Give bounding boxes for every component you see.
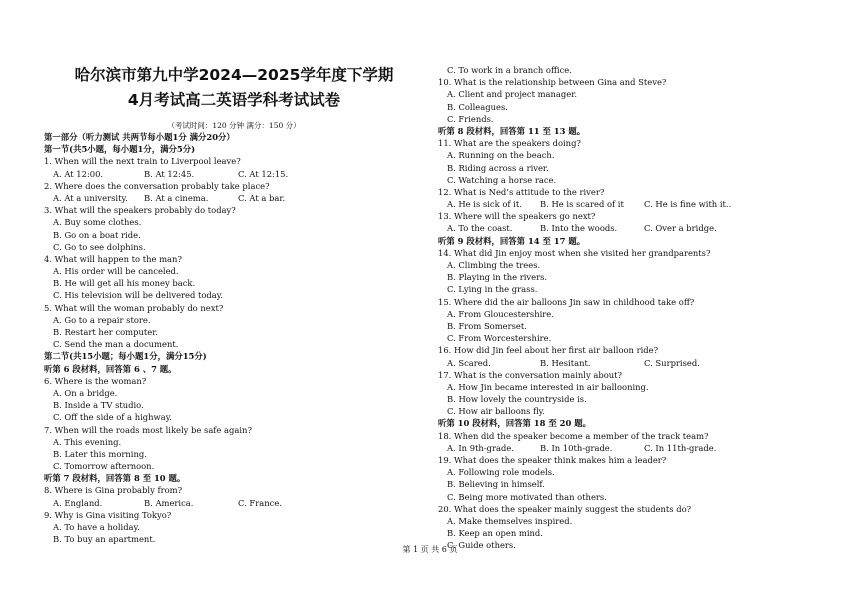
- option: A. He is sick of it.: [447, 199, 522, 210]
- option: C. Surprised.: [644, 357, 700, 368]
- option: C. France.: [238, 497, 282, 508]
- option: C. Go to see dolphins.: [53, 241, 146, 252]
- option: B. In 10th-grade.: [540, 442, 613, 453]
- question: 1. When will the next train to Liverpool leave?: [44, 156, 241, 167]
- option: A. To have a holiday.: [53, 522, 140, 532]
- question: 16. How did Jin feel about her first air balloon ride?: [438, 345, 659, 356]
- options-row: [438, 357, 731, 369]
- option: A. Scared.: [447, 357, 491, 368]
- option: C. He is fine with it..: [644, 199, 732, 210]
- question: 4. What will happen to the man?: [44, 253, 182, 264]
- option: A. On a bridge.: [53, 387, 118, 398]
- option: B. To buy an apartment.: [53, 534, 156, 545]
- section-heading: 第一部分（听力测试 共两节每小题1分 满分20分）: [44, 132, 235, 142]
- option: A. This evening.: [53, 436, 122, 447]
- option: A. Make themselves inspired.: [447, 515, 573, 526]
- option: A. At 12:00.: [53, 168, 104, 179]
- option: B. Colleagues.: [447, 101, 508, 112]
- option: A. Running on the beach.: [447, 150, 555, 161]
- option: B. Restart her computer.: [53, 327, 158, 337]
- question: 7. When will the roads most likely be safe again?: [44, 424, 252, 435]
- option: A. How Jin became interested in air ballooning.: [447, 381, 649, 392]
- page-number: 第 1 页 共 6 页: [402, 545, 458, 554]
- section-heading: 第二节(共15小题；每小题1分，满分15分): [44, 351, 207, 362]
- question: 5. What will the woman probably do next?: [44, 302, 224, 313]
- option: C. To work in a branch office.: [447, 65, 572, 75]
- question: 15. Where did the air balloons Jin saw in childhood take off?: [438, 296, 695, 307]
- options-row: [44, 192, 288, 204]
- option: A. England.: [53, 497, 103, 508]
- question: 2. Where does the conversation probably take place?: [44, 180, 270, 191]
- section-heading: 第一节(共5小题，每小题1分，满分5分): [44, 144, 196, 155]
- section-heading: 听第 7 段材料，回答第 8 至 10 题。: [44, 473, 186, 484]
- option: B. America.: [144, 497, 194, 508]
- options-row: [44, 168, 288, 180]
- left-question-list: [44, 131, 288, 545]
- option: A. His order will be canceled.: [53, 266, 179, 277]
- options-row: [438, 442, 731, 454]
- question: 10. What is the relationship between Gina and Steve?: [438, 77, 667, 88]
- section-heading: 听第 9 段材料，回答第 14 至 17 题。: [438, 235, 586, 246]
- option: B. Inside a TV studio.: [53, 400, 144, 411]
- option: B. Hesitant.: [540, 357, 591, 368]
- option: B. At 12:45.: [144, 168, 195, 179]
- option: A. From Gloucestershire.: [447, 308, 554, 319]
- option: C. At a bar.: [238, 192, 286, 203]
- right-question-list: [438, 64, 731, 552]
- section-heading: 听第 10 段材料，回答第 18 至 20 题。: [438, 418, 591, 429]
- option: A. At a university.: [53, 192, 128, 203]
- question: 17. What is the conversation mainly about?: [438, 369, 622, 380]
- option: C. Friends.: [447, 113, 494, 124]
- question: 8. Where is Gina probably from?: [44, 485, 183, 496]
- options-row: [438, 198, 731, 210]
- option: C. How air balloons fly.: [447, 406, 545, 417]
- question: 20. What does the speaker mainly suggest the students do?: [438, 503, 692, 514]
- question: 9. Why is Gina visiting Tokyo?: [44, 509, 172, 520]
- section-heading: 听第 8 段材料，回答第 11 至 13 题。: [438, 125, 586, 136]
- options-row: [438, 222, 731, 234]
- option: A. Buy some clothes.: [53, 217, 142, 228]
- question: 18. When did the speaker become a member of the track team?: [438, 430, 709, 441]
- option: B. Riding across a river.: [447, 162, 549, 173]
- question: 13. Where will the speakers go next?: [438, 211, 596, 222]
- option: C. Off the side of a highway.: [53, 412, 172, 423]
- option: A. Go to a repair store.: [53, 314, 151, 325]
- exam-title: 哈尔滨市第九中学2024—2025学年度下学期: [74, 66, 394, 84]
- section-heading: 听第 6 段材料，回答第 6 、7 题。: [44, 363, 177, 374]
- option: C. In 11th-grade.: [644, 442, 717, 453]
- option: C. Send the man a document.: [53, 339, 179, 350]
- option: C. From Worcestershire.: [447, 333, 552, 344]
- option: B. Playing in the rivers.: [447, 272, 548, 283]
- option: A. Climbing the trees.: [447, 260, 541, 270]
- option: B. Later this morning.: [53, 448, 147, 459]
- question: 11. What are the speakers doing?: [438, 138, 581, 149]
- option: A. Client and project manager.: [447, 89, 577, 100]
- option: A. To the coast.: [447, 223, 513, 234]
- option: B. From Somerset.: [447, 320, 527, 331]
- option: B. Into the woods.: [540, 223, 618, 234]
- option: C. Tomorrow afternoon.: [53, 461, 155, 472]
- option: C. Guide others.: [447, 540, 516, 551]
- option: A. In 9th-grade.: [447, 442, 514, 453]
- option: B. He will get all his money back.: [53, 278, 196, 289]
- question: 3. What will the speakers probably do today?: [44, 205, 236, 216]
- exam-time-info: （考试时间：120 分钟 满分：150 分）: [167, 121, 301, 130]
- options-row: [44, 497, 288, 509]
- option: B. Keep an open mind.: [447, 528, 543, 539]
- exam-subtitle: 4月考试高二英语学科考试试卷: [127, 91, 341, 109]
- question: 14. What did Jin enjoy most when she visited her grandparents?: [438, 247, 711, 258]
- option: B. Believing in himself.: [447, 479, 545, 490]
- question: 19. What does the speaker think makes him a leader?: [438, 455, 667, 465]
- option: C. At 12:15.: [238, 168, 289, 179]
- question: 6. Where is the woman?: [44, 375, 147, 386]
- question: 12. What is Ned’s attitude to the river?: [438, 186, 605, 197]
- option: C. Being more motivated than others.: [447, 491, 607, 502]
- option: B. He is scared of it: [540, 199, 624, 210]
- option: B. Go on a boat ride.: [53, 229, 141, 240]
- option: C. Over a bridge.: [644, 223, 717, 234]
- option: C. Watching a horse race.: [447, 174, 557, 185]
- option: A. Following role models.: [447, 467, 555, 478]
- option: B. How lovely the countryside is.: [447, 394, 587, 405]
- option: C. Lying in the grass.: [447, 284, 538, 295]
- option: B. At a cinema.: [144, 192, 209, 203]
- option: C. His television will be delivered today.: [53, 290, 224, 301]
